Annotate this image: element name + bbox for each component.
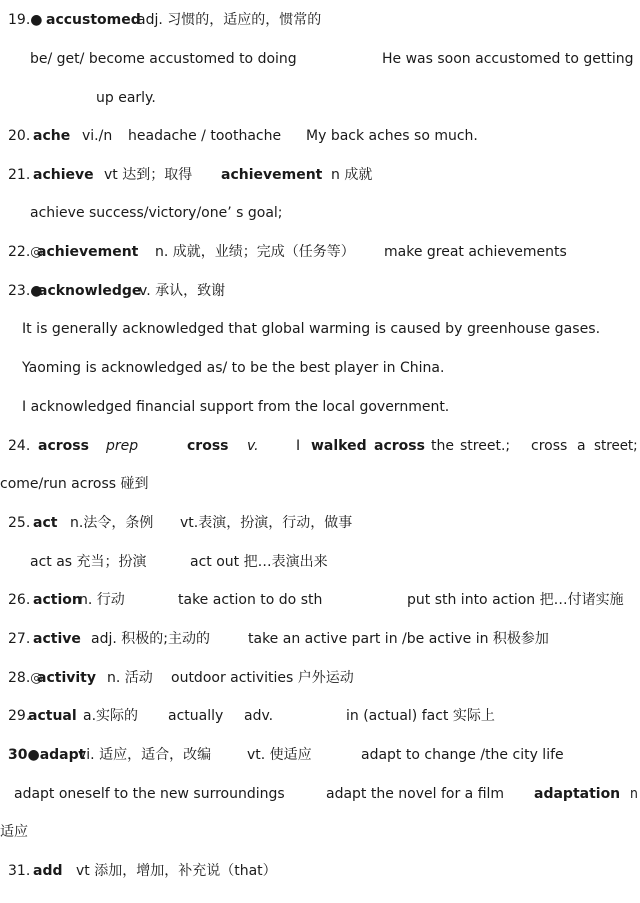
entry-30-def-cont [0, 822, 640, 842]
definition: vt 达到；取得 [104, 167, 193, 183]
entry-number: 24. [8, 438, 31, 454]
entry-19-headline [0, 10, 640, 30]
phrase: adapt to change /the city life [361, 747, 564, 763]
entry-22-headline [0, 242, 640, 262]
headword: acknowledge [38, 283, 142, 299]
part-of-speech-derived: n [630, 786, 638, 802]
headword-related: actually [168, 708, 224, 724]
entry-30-headline [0, 745, 640, 765]
phrase: outdoor activities 户外运动 [171, 670, 354, 686]
example-sentence: My back aches so much. [306, 128, 478, 144]
entry-24-headline [0, 436, 640, 456]
definition: a.实际的 [83, 708, 139, 724]
definition-2: vt.表演，扮演，行动，做事 [180, 515, 353, 531]
part-of-speech: vi./n [82, 128, 113, 144]
phrase: adapt the novel for a film [326, 786, 505, 802]
example-sentence: I acknowledged financial support from the local government. [22, 399, 450, 415]
example-sentence: It is generally acknowledged that global warming is caused by greenhouse gases. [22, 321, 601, 337]
definition: adj. 积极的;主动的 [91, 631, 210, 647]
entry-28-headline [0, 668, 640, 688]
entry-20-headline [0, 126, 640, 146]
entry-number: 29. [8, 708, 31, 724]
entry-number: 28.◎ [8, 670, 43, 686]
definition: vi. 适应，适合，改编 [78, 747, 212, 763]
entry-21-headline [0, 165, 640, 185]
entry-number: 25. [8, 515, 31, 531]
entry-25-phrase-line [0, 552, 640, 572]
entry-number: 26. [8, 592, 31, 608]
headword: active [33, 631, 81, 647]
headword: accustomed [46, 12, 141, 28]
headword: across [38, 438, 89, 454]
example-sentence-cont: up early. [96, 90, 156, 106]
definition-derived: 适应 [0, 824, 28, 840]
example-word-bold: walked [311, 438, 367, 454]
entry-number: 23.● [8, 283, 43, 299]
example-phrase: make great achievements [384, 244, 567, 260]
phrase: act as 充当；扮演 [30, 554, 147, 570]
definition: v. 承认，致谢 [139, 283, 226, 299]
entry-25-headline [0, 513, 640, 533]
definition: n. 活动 [107, 670, 153, 686]
entry-23-example-2 [0, 358, 640, 378]
phrase: in (actual) fact 实际上 [346, 708, 495, 724]
example-word: cross [531, 438, 568, 454]
headword-derived: adaptation [534, 786, 621, 802]
part-of-speech: prep [106, 438, 139, 454]
entry-31-headline [0, 861, 640, 881]
entry-number: 21. [8, 167, 31, 183]
definition: n. 行动 [79, 592, 125, 608]
entry-24-phrase-line [0, 474, 640, 494]
example-word-bold: across [374, 438, 425, 454]
part-of-speech-related: v. [247, 438, 259, 454]
definition: n. 成就，业绩；完成（任务等） [155, 244, 355, 260]
entry-23-example-3 [0, 397, 640, 417]
example-sentence: Yaoming is acknowledged as/ to be the best player in China. [22, 360, 445, 376]
headword: activity [37, 670, 96, 686]
headword: actual [28, 708, 77, 724]
definition: adj. 习惯的，适应的，惯常的 [137, 12, 322, 28]
example-word: street; [594, 438, 638, 454]
headword: action [33, 592, 82, 608]
headword: act [33, 515, 58, 531]
entry-19-phrase-line [0, 49, 640, 69]
headword: achievement [37, 244, 139, 260]
definition: n.法令，条例 [70, 515, 154, 531]
headword: ache [33, 128, 71, 144]
entry-29-headline [0, 706, 640, 726]
entry-23-headline [0, 281, 640, 301]
entry-number: 27. [8, 631, 31, 647]
phrase: act out 把…表演出来 [190, 554, 328, 570]
entry-21-phrase-line [0, 203, 640, 223]
entry-number: 19.● [8, 12, 43, 28]
phrase: be/ get/ become accustomed to doing [30, 51, 297, 67]
part-of-speech-related: adv. [244, 708, 274, 724]
headword-related: cross [187, 438, 229, 454]
example-word: a [577, 438, 586, 454]
example-sentence: He was soon accustomed to getting [382, 51, 634, 67]
entry-number: 20. [8, 128, 31, 144]
headword: 30●adapt [8, 747, 86, 763]
example-word: street.; [460, 438, 511, 454]
entry-number: 22.◎ [8, 244, 43, 260]
entry-27-headline [0, 629, 640, 649]
phrase: come/run across 碰到 [0, 476, 149, 492]
phrase: adapt oneself to the new surroundings [14, 786, 285, 802]
headword-derived: achievement [221, 167, 323, 183]
phrase: take action to do sth [178, 592, 323, 608]
entry-number: 31. [8, 863, 31, 879]
example-word: I [296, 438, 301, 454]
phrase: take an active part in /be active in 积极参加 [248, 631, 549, 647]
definition-2: vt. 使适应 [247, 747, 312, 763]
entry-19-example-cont [0, 88, 640, 108]
entry-26-headline [0, 590, 640, 610]
definition: headache / toothache [128, 128, 282, 144]
entry-23-example-1 [0, 319, 640, 339]
phrase: achieve success/victory/one’ s goal; [30, 205, 283, 221]
example-word: the [431, 438, 454, 454]
entry-30-phrase-line [0, 784, 640, 804]
definition: vt 添加，增加，补充说（that） [76, 863, 277, 879]
phrase: put sth into action 把…付诸实施 [407, 592, 624, 608]
headword: achieve [33, 167, 94, 183]
definition-derived: n 成就 [331, 167, 373, 183]
headword: add [33, 863, 63, 879]
